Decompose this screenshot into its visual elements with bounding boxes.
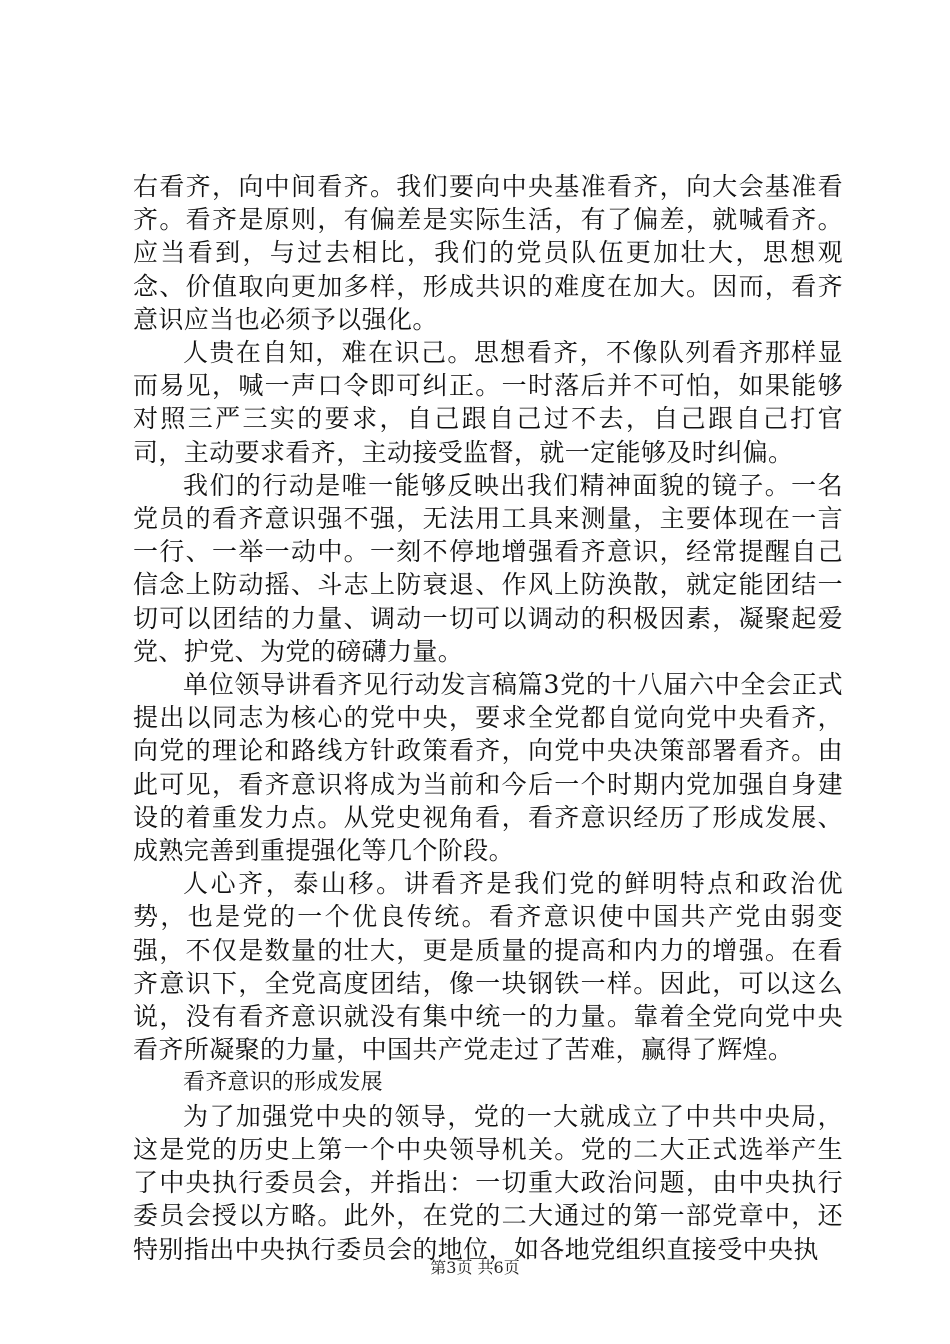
section-subheading: 看齐意识的形成发展 <box>183 1070 383 1096</box>
paragraph-5: 人心齐，泰山移。讲看齐是我们党的鲜明特点和政治优势，也是党的一个优良传统。看齐意识使中国共产党由弱变强，不仅是数量的壮大，更是质量的提高和内力的增强。在看齐意识下，全党高度团结，像一块钢铁一样。因此，可以这么说，没有看齐意识就没有集中统一的力量。靠着全党向党中央看齐所凝聚的力量，中国共产党走过了苦难，赢得了辉煌。 <box>133 869 843 1065</box>
paragraph-2: 人贵在自知，难在识己。思想看齐，不像队列看齐那样显而易见，喊一声口令即可纠正。一时落后并不可怕，如果能够对照三严三实的要求，自己跟自己过不去，自己跟自己打官司，主动要求看齐，主动接受监督，就一定能够及时纠偏。 <box>133 338 843 467</box>
paragraph-6: 为了加强党中央的领导，党的一大就成立了中共中央局，这是党的历史上第一个中央领导机关。党的二大正式选举产生了中央执行委员会，并指出：一切重大政治问题，由中央执行委员会授以方略。此外，在党的二大通过的第一部党章中，还特别指出中央执行委员会的地位，如各地党组织直接受中央执 <box>133 1101 843 1264</box>
paragraph-1: 右看齐，向中间看齐。我们要向中央基准看齐，向大会基准看齐。看齐是原则，有偏差是实际生活，有了偏差，就喊看齐。应当看到，与过去相比，我们的党员队伍更加壮大，思想观念、价值取向更加多样，形成共识的难度在加大。因而，看齐意识应当也必须予以强化。 <box>133 172 843 334</box>
paragraph-3: 我们的行动是唯一能够反映出我们精神面貌的镜子。一名党员的看齐意识强不强，无法用工具来测量，主要体现在一言一行、一举一动中。一刻不停地增强看齐意识，经常提醒自己信念上防动摇、斗志上防衰退、作风上防涣散，就定能团结一切可以团结的力量、调动一切可以调动的积极因素，凝聚起爱党、护党、为党的磅礴力量。 <box>133 470 843 666</box>
paragraph-4: 单位领导讲看齐见行动发言稿篇3党的十八届六中全会正式提出以同志为核心的党中央，要求全党都自觉向党中央看齐，向党的理论和路线方针政策看齐，向党中央决策部署看齐。由此可见，看齐意识将成为当前和今后一个时期内党加强自身建设的着重发力点。从党史视角看，看齐意识经历了形成发展、成熟完善到重提强化等几个阶段。 <box>133 670 843 866</box>
document-body <box>133 170 843 1266</box>
page-footer: 第3页 共6页 <box>430 1258 520 1277</box>
